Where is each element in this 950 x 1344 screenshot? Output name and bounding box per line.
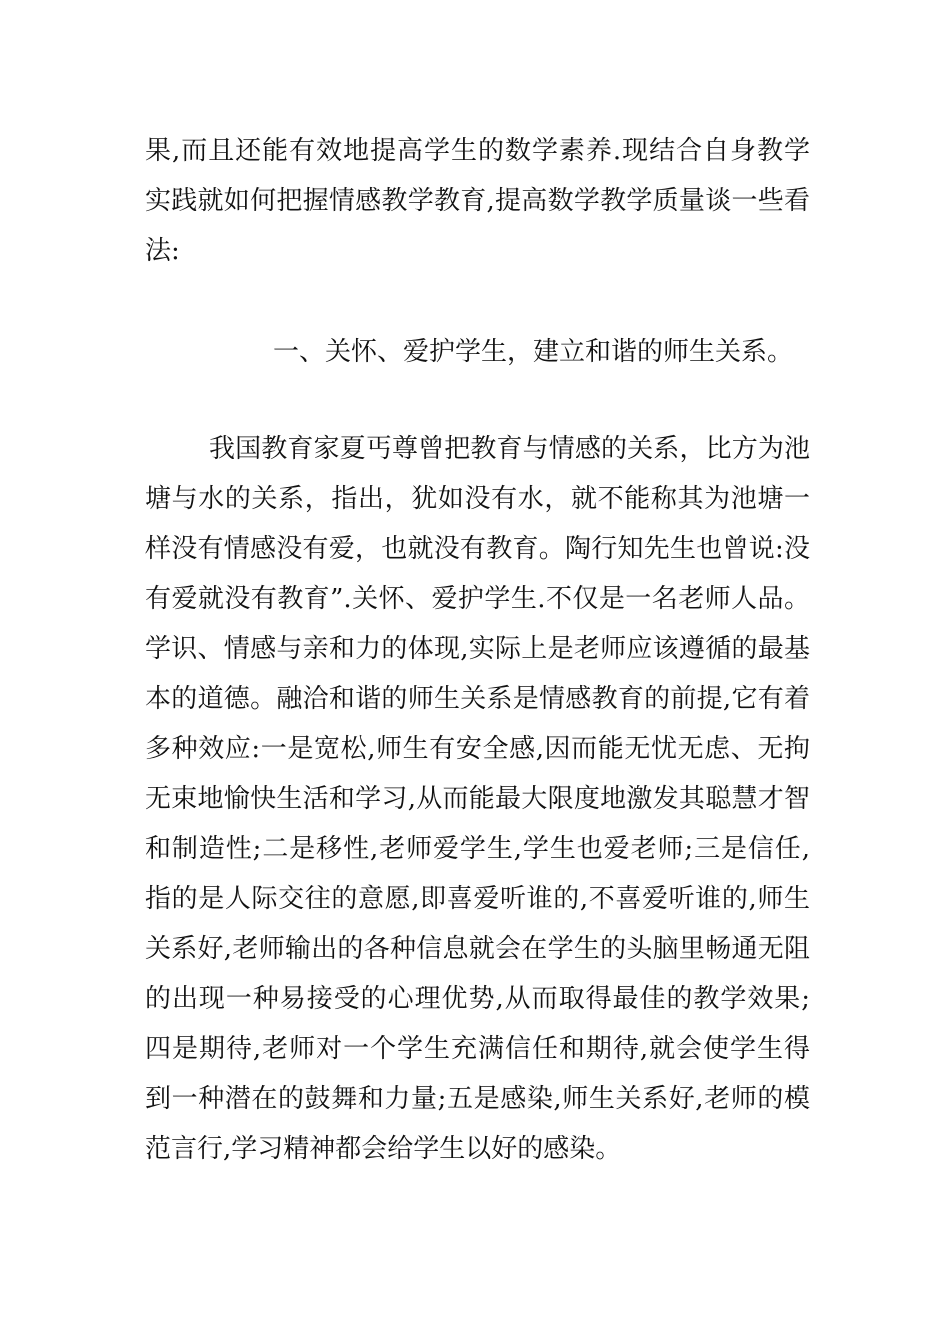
intro-paragraph: 果,而且还能有效地提高学生的数学素养.现结合自身教学实践就如何把握情感教学教育,提高数学教学质量谈一些看法: xyxy=(145,136,810,266)
body-paragraph: 我国教育家夏丐尊曾把教育与情感的关系，比方为池塘与水的关系，指出，犹如没有水，就不能称其为池塘一样没有情感没有爱，也就没有教育。陶行知先生也曾说:没有爱就没有教育”.关怀、爱护学生.不仅是一名老师人品。学识、情感与亲和力的体现,实际上是老师应该遵循的最基本的道德。融洽和谐的师生关系是情感教育的前提,它有着多种效应:一是宽松,师生有安全感,因而能无忧无虑、无拘无束地愉快生活和学习,从而能最大限度地激发其聪慧才智和制造性;二是移性,老师爱学生,学生也爱老师;三是信任,指的是人际交往的意愿,即喜爱听谁的,不喜爱听谁的,师生关系好,老师输出的各种信息就会在学生的头脑里畅通无阻的出现一种易接受的心理优势,从而取得最佳的教学效果;四是期待,老师对一个学生充满信任和期待,就会使学生得到一种潜在的鼓舞和力量;五是感染,师生关系好,老师的模范言行,学习精神都会给学生以好的感染。 xyxy=(145,434,810,1164)
section-heading: 一、关怀、爱护学生，建立和谐的师生关系。 xyxy=(273,337,794,367)
